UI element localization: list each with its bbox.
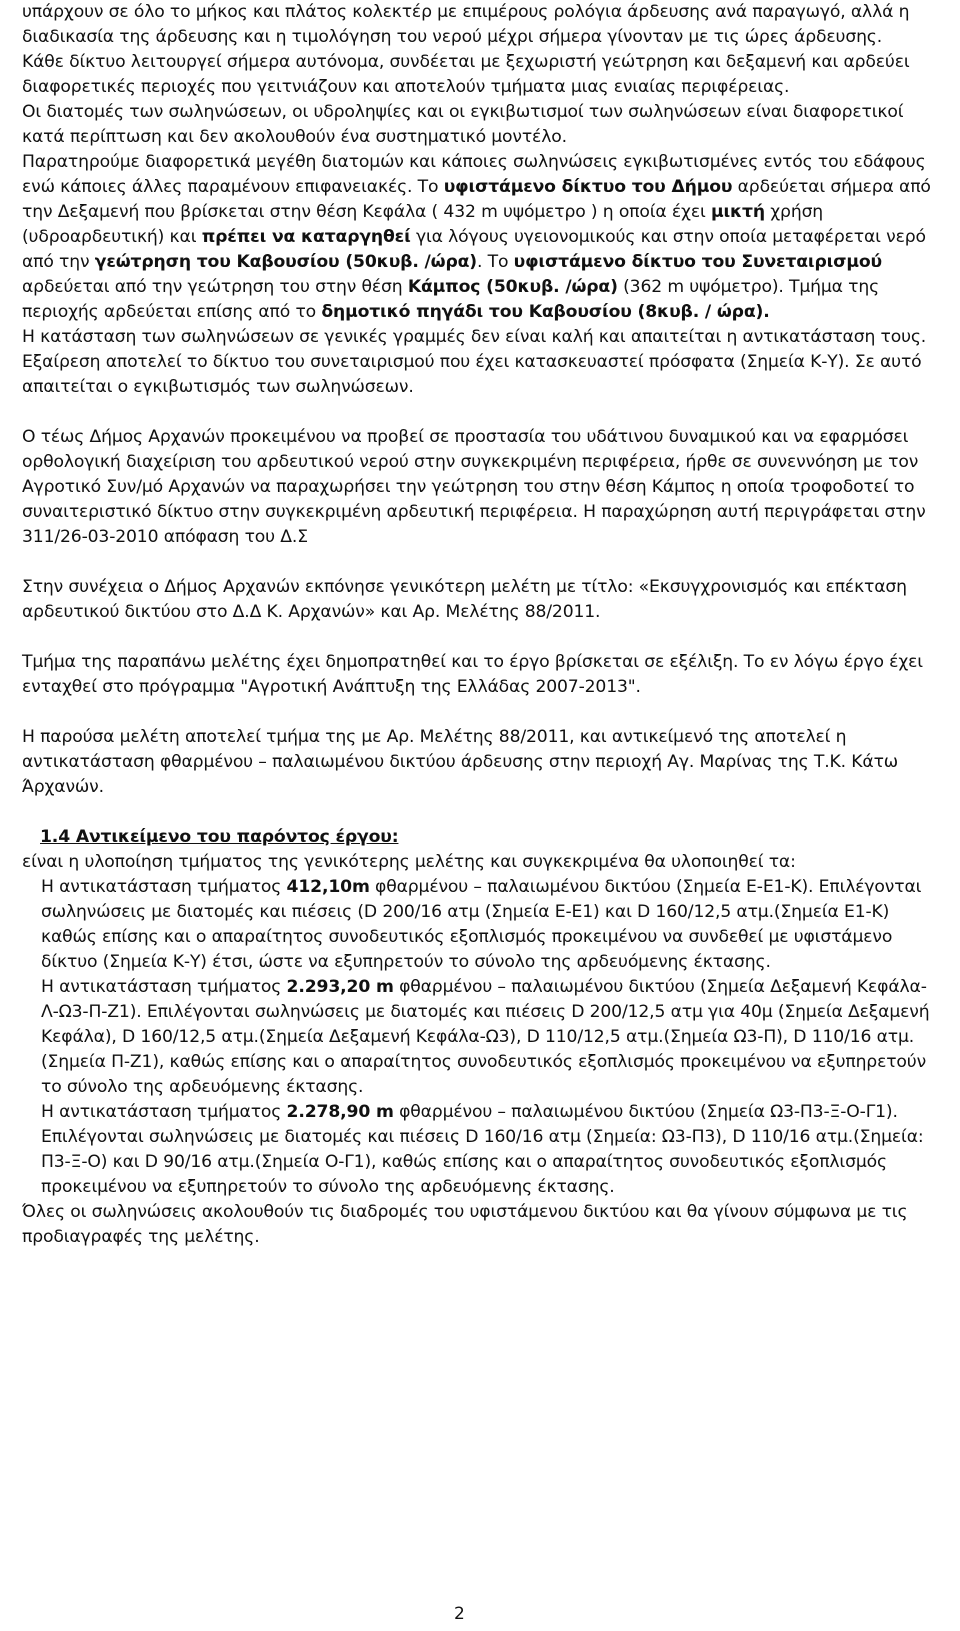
section-lead: είναι η υλοποίηση τμήματος της γενικότερης μελέτης και συγκεκριμένα θα υλοποιηθεί τα: [22,852,796,872]
text-run: . Το [476,252,514,272]
spacer [22,800,942,825]
bold-run: Κάμπος (50κυβ. /ώρα) [407,277,618,297]
bold-run: γεώτρηση του Καβουσίου (50κυβ. /ώρα) [94,252,477,272]
closing-paragraph: Όλες οι σωληνώσεις ακολουθούν τις διαδρομές του υφιστάμενου δικτύου και θα γίνουν σύμφωνα με τις προδιαγραφές της μελέτης. [22,1202,908,1247]
bold-run: 2.293,20 m [286,977,394,997]
text-run: χρήση (υδροαρδευτική) και [22,202,824,247]
page-number: 2 [454,1604,465,1624]
bold-run: πρέπει να καταργηθεί [201,227,411,247]
text-run: Η αντικατάσταση τμήματος [41,877,287,897]
text-run: για λόγους υγειονομικούς και στην οποία μεταφέρεται νερό από την [22,227,926,272]
scope-item-1 [22,875,942,975]
bold-run: μικτή [710,202,765,222]
spacer [22,625,942,650]
intro-paragraph-1: υπάρχουν σε όλο το μήκος και πλάτος κολεκτέρ με επιμέρους ρολόγια άρδευσης ανά παραγωγό, αλλά η διαδικασία της άρδευσης και η τιμολόγηση του νερού μέχρι σήμερα γίνονταν με τις ώρες άρδευσης. [22,2,910,47]
history-paragraph-2: Στην συνέχεια ο Δήμος Αρχανών εκπόνησε γενικότερη μελέτη με τίτλο: «Εκσυγχρονισμός και επέκταση αρδευτικού δικτύου στο Δ.Δ Κ. Αρχανών» και Αρ. Μελέτης 88/2011. [22,577,907,622]
intro-paragraph-2: Κάθε δίκτυο λειτουργεί σήμερα αυτόνομα, συνδέεται με ξεχωριστή γεώτρηση και δεξαμενή και αρδεύει διαφορετικές περιοχές που γειτνιάζουν και αποτελούν τμήματα μιας ενιαίας περιφέρειας. [22,52,910,97]
history-paragraph-1: Ο τέως Δήμος Αρχανών προκειμένου να προβεί σε προστασία του υδάτινου δυναμικού και να εφαρμόσει ορθολογική διαχείριση του αρδευτικού νερού στην συγκεκριμένη περιφέρεια, ήρθε σε συνεννόηση με τον Αγροτικό Συν/μό Αρχανών να παραχωρήσει την γεώτρηση του στην θέση Κάμπος η οποία τροφοδοτεί το συναιτεριστικό δίκτυο στην συγκεκριμένη αρδευτική περιφέρεια. Η παραχώρηση αυτή περιγράφεται στην 311/26-03-2010 απόφαση του Δ.Σ [22,427,926,547]
text-run: Παρατηρούμε διαφορετικά μεγέθη διατομών και κάποιες σωληνώσεις εγκιβωτισμένες εντός του εδάφους ενώ κάποιες άλλες παραμένουν επιφανειακές. Το [22,152,926,197]
bold-run: υφιστάμενο δίκτυο του Δήμου [443,177,733,197]
document-body [22,0,942,1250]
scope-item-2 [22,975,942,1100]
bold-run: 2.278,90 m [286,1102,394,1122]
text-run: αρδεύεται από την γεώτρηση του στην θέση [22,277,408,297]
text-run: Η αντικατάσταση τμήματος [41,1102,287,1122]
bold-run: δημοτικό πηγάδι του Καβουσίου (8κυβ. / ώρα). [321,302,770,322]
section-heading: 1.4 Αντικείμενο του παρόντος έργου: [40,827,399,847]
intro-paragraph-5: Η κατάσταση των σωληνώσεων σε γενικές γραμμές δεν είναι καλή και απαιτείται η αντικατάσταση τους. Εξαίρεση αποτελεί το δίκτυο του συνεταιρισμού που έχει κατασκευαστεί πρόσφατα (Σημεία Κ-Υ). Σε αυτό απαιτείται ο εγκιβωτισμός των σωληνώσεων. [22,327,927,397]
spacer [22,550,942,575]
scope-item-3 [22,1100,942,1200]
history-paragraph-3: Τμήμα της παραπάνω μελέτης έχει δημοπρατηθεί και το έργο βρίσκεται σε εξέλιξη. Το εν λόγω έργο έχει ενταχθεί στο πρόγραμμα "Αγροτική Ανάπτυξη της Ελλάδας 2007-2013". [22,652,923,697]
spacer [22,700,942,725]
text-run: φθαρμένου – παλαιωμένου δικτύου (Σημεία Ε-Ε1-Κ). Επιλέγονται σωληνώσεις με διατομές και πιέσεις (D 200/16 ατμ (Σημεία Ε-Ε1) και D 160/12,5 ατμ.(Σημεία Ε1-Κ) καθώς επίσης και ο απαραίτητος συνοδευτικός εξοπλισμός προκειμένου να συνδεθεί με υφιστάμενο δίκτυο (Σημεία Κ-Υ) έτσι, ώστε να εξυπηρετούν το σύνολο της αρδευόμενης έκτασης. [41,877,922,972]
text-run: αρδεύεται σήμερα από την Δεξαμενή που βρίσκεται στην θέση Κεφάλα ( 432 m υψόμετρο ) η οποία έχει [22,177,931,222]
intro-paragraph-4 [22,150,942,325]
text-run: φθαρμένου – παλαιωμένου δικτύου (Σημεία Ω3-Π3-Ξ-Ο-Γ1). Επιλέγονται σωληνώσεις με διατομές και πιέσεις D 160/16 ατμ (Σημεία: Ω3-Π3), D 110/16 ατμ.(Σημεία: Π3-Ξ-Ο) και D 90/16 ατμ.(Σημεία Ο-Γ1), καθώς επίσης και ο απαραίτητος συνοδευτικός εξοπλισμός προκειμένου να εξυπηρετούν το σύνολο της αρδευόμενης έκτασης. [41,1102,924,1197]
spacer [22,400,942,425]
bold-run: υφιστάμενο δίκτυο του Συνεταιρισμού [513,252,883,272]
text-run: (362 m υψόμετρο). Τμήμα της περιοχής αρδεύεται επίσης από το [22,277,880,322]
text-run: φθαρμένου – παλαιωμένου δικτύου (Σημεία Δεξαμενή Κεφάλα-Λ-Ω3-Π-Ζ1). Επιλέγονται σωληνώσεις με διατομές και πιέσεις D 200/12,5 ατμ για 40μ (Σημεία Δεξαμενή Κεφάλα), D 160/12,5 ατμ.(Σημεία Δεξαμενή Κεφάλα-Ω3), D 110/12,5 ατμ.(Σημεία Ω3-Π), D 110/16 ατμ.(Σημεία Π-Ζ1), καθώς επίσης και ο απαραίτητος συνοδευτικός εξοπλισμός προκειμένου να εξυπηρετούν το σύνολο της αρδευόμενης έκτασης. [41,977,930,1097]
text-run: Η αντικατάσταση τμήματος [41,977,287,997]
bold-run: 412,10m [286,877,370,897]
intro-paragraph-3: Οι διατομές των σωληνώσεων, οι υδροληψίες και οι εγκιβωτισμοί των σωληνώσεων είναι διαφορετικοί κατά περίπτωση και δεν ακολουθούν ένα συστηματικό μοντέλο. [22,102,904,147]
history-paragraph-4: Η παρούσα μελέτη αποτελεί τμήμα της με Αρ. Μελέτης 88/2011, και αντικείμενό της αποτελεί η αντικατάσταση φθαρμένου – παλαιωμένου δικτύου άρδευσης στην περιοχή Αγ. Μαρίνας της Τ.Κ. Κάτω Άρχανών. [22,727,899,797]
